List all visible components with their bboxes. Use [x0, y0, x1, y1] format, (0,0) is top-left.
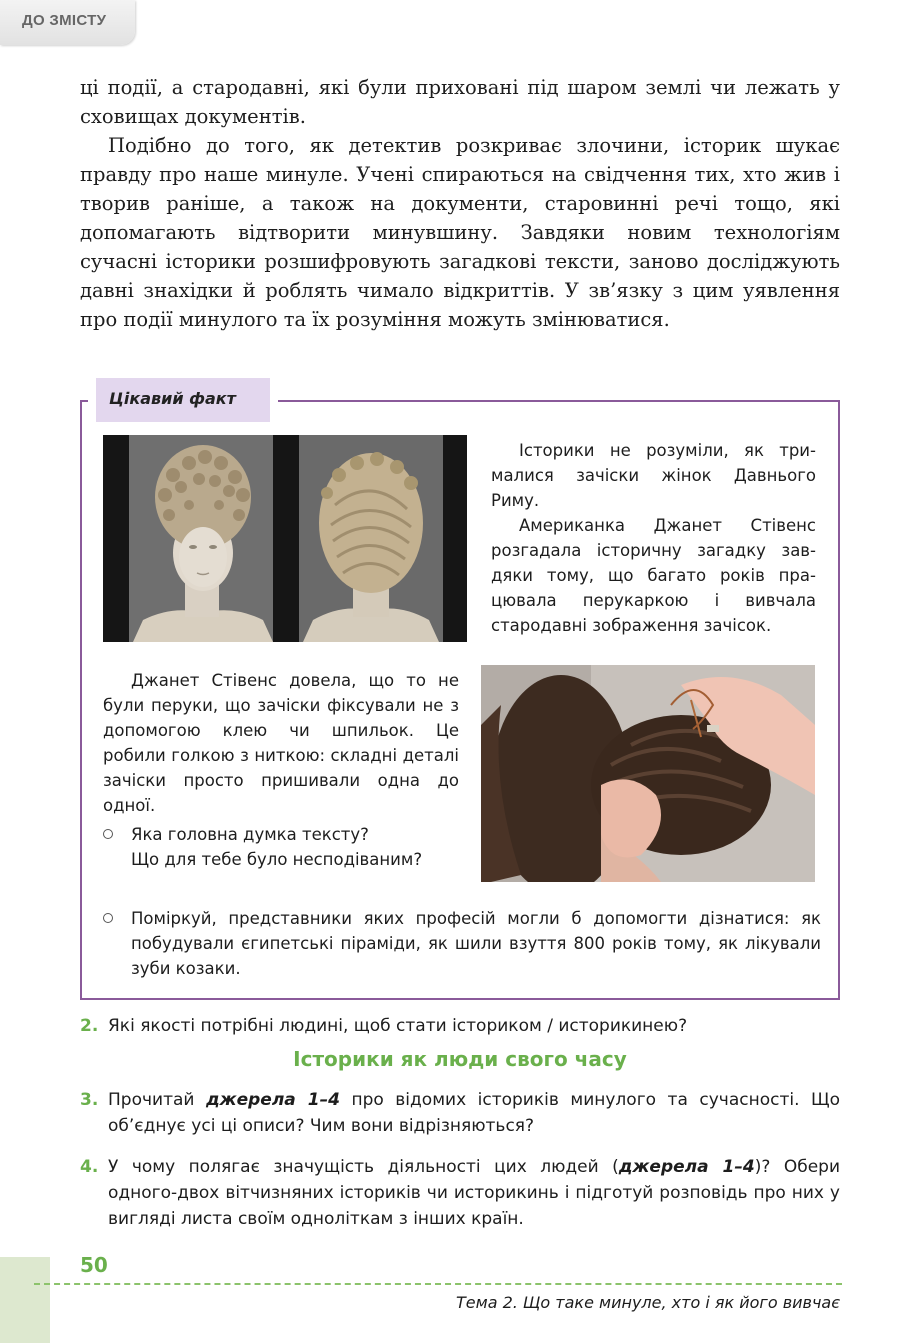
fact-text-right [491, 438, 816, 638]
source-reference: джерела 1–4 [618, 1157, 755, 1177]
body-paragraph: Подібно до того, як детектив розкриває злочини, історик шукає правду про наше минуле. Учені спираються на свідчення тих, хто жив і творив раніше, а також на документи, старовинні речі тощо, які допомагають відтворити минувшину. Завдяки новим технологіям сучасні історики розшифровують загадкові тексти, заново досліджують давні знахідки й роблять чимало відкриттів. У зв’язку з цим уявлення про події минулого та їх розуміння можуть змінюватися. [80, 134, 840, 331]
fact-question-2 [131, 906, 821, 981]
roman-bust-photo [103, 435, 467, 642]
task-text: У чому полягає значущість діяльності цих людей ( [108, 1157, 619, 1177]
task-4 [80, 1154, 840, 1232]
task-3 [80, 1087, 840, 1139]
page-corner-strip [0, 1257, 50, 1343]
section-heading: Історики як люди свого часу [293, 1047, 627, 1071]
circle-bullet-icon [103, 913, 113, 923]
fact-text-left [103, 668, 459, 818]
task-number: 4. [80, 1157, 99, 1177]
task-2 [80, 1013, 840, 1039]
fact-box-title: Цікавий факт [96, 378, 270, 422]
fact-question-1 [131, 822, 461, 872]
task-text: )? Обери одного-двох вітчизняних істориків чи историкинь і підготуй розповідь про них у вигляді листа своїм одноліткам з інших країн. [108, 1157, 841, 1229]
task-text: Прочитай [108, 1090, 206, 1110]
task-text: Які якості потрібні людині, щоб стати істориком / историкинею? [108, 1016, 688, 1036]
fact-paragraph: Американка Джанет Стівенс розгадала історичну загадку завдяки тому, що багато років працювала перукаркою і вивчала стародавні зображення зачісок. [491, 516, 816, 635]
running-footer: Тема 2. Що таке минуле, хто і як його вивчає [456, 1293, 840, 1312]
footer-divider [34, 1283, 842, 1285]
back-to-contents-button[interactable]: ДО ЗМІСТУ [0, 0, 135, 45]
page-number: 50 [80, 1253, 108, 1277]
task-number: 2. [80, 1016, 99, 1036]
question-line: Яка головна думка тексту? [131, 825, 369, 844]
body-paragraph: ці події, а стародавні, які були приховані під шаром землі чи лежать у сховищах документів. [80, 76, 840, 128]
question-line: Що для тебе було несподіваним? [131, 850, 423, 869]
main-text [80, 73, 840, 334]
source-reference: джерела 1–4 [205, 1090, 340, 1110]
fact-paragraph: Історики не розуміли, як трималися зачіски жінок Давнього Риму. [491, 441, 816, 510]
question-text: Поміркуй, представники яких професій могли б допомогти дізнатися: як побудували єгипетські піраміди, як шили взуття 800 років тому, як лікували зуби козаки. [131, 909, 821, 978]
fact-paragraph: Джанет Стівенс довела, що то не були перуки, що зачіски фіксували не з допомогою клею чи шпильок. Це робили голкою з ниткою: складні деталі зачіски просто пришивали одна до одної. [103, 671, 459, 815]
task-number: 3. [80, 1090, 99, 1110]
hairdressing-photo [481, 665, 815, 882]
task-text: про відомих істориків минулого та сучасності. Що об’єднує усі ці описи? Чим вони відрізняються? [108, 1090, 840, 1136]
circle-bullet-icon [103, 829, 113, 839]
